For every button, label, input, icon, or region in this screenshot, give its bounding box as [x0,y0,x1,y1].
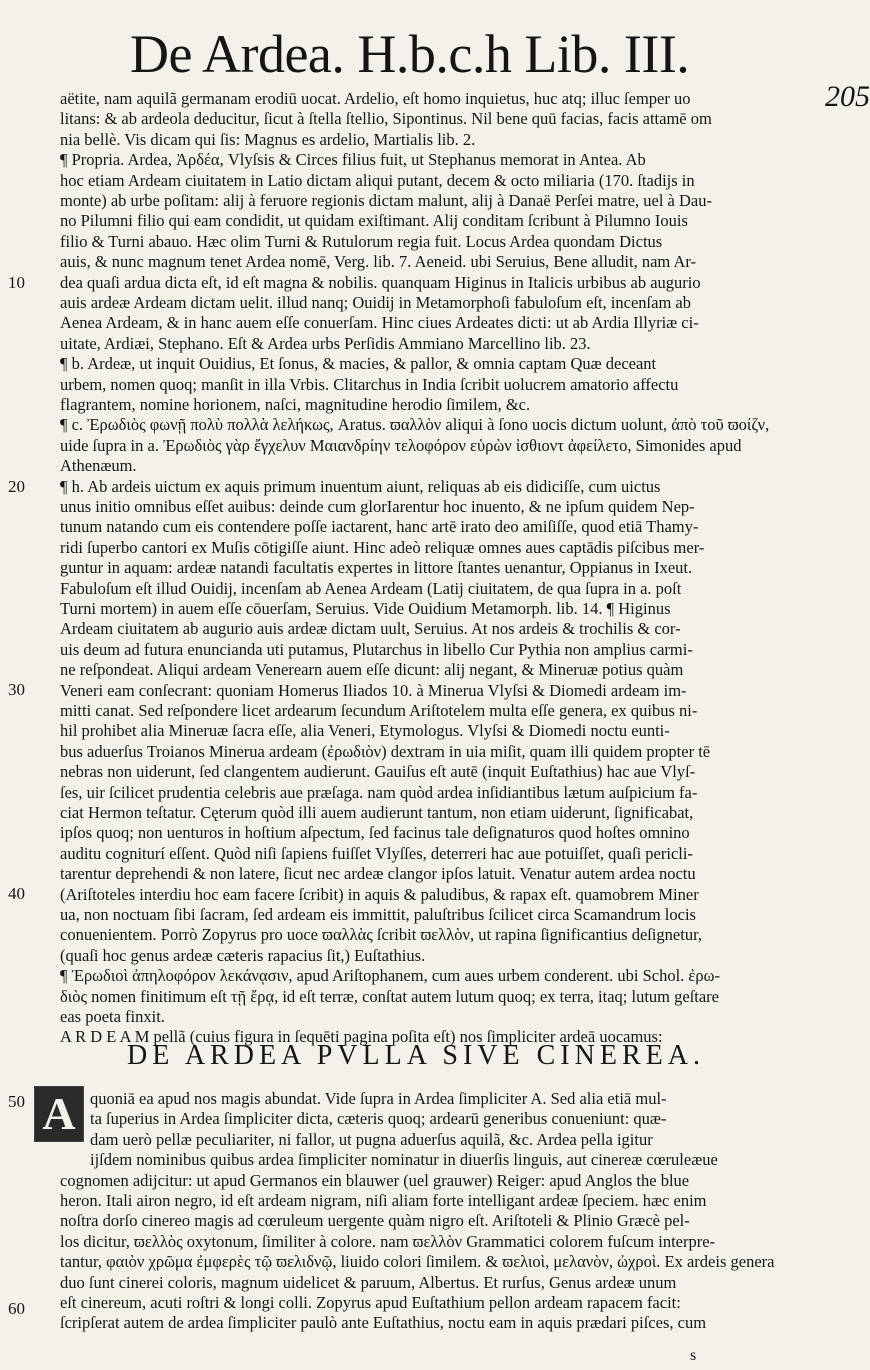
margin-line-number: 10 [8,273,25,292]
margin-line-number: 30 [8,680,25,699]
text-line: eſt cinereum, acuti roſtri & longi colli. Zopyrus apud Euſtathium pellon ardeam rapacem facit: [60,1293,681,1312]
text-line: guntur in aquam: ardeæ natandi facultatis expertes in littore ſtantes uenantur, Oppianus in Ixeut. [60,558,693,578]
running-title: De Ardea. H.b.c.h Lib. III. [130,24,690,84]
text-line: nebras non uiderunt, ſed clangentem audierunt. Gauiſus eſt autē (inquit Euſtathius) hac aue Vlyſ- [60,762,696,782]
margin-line-number: 50 [8,1092,25,1111]
text-line: auis ardeæ Ardeam dictam uelit. illud nanq; Ouidij in Metamorphoſi fabuloſum eſt, incenſam ab [60,293,691,312]
text-line: auditu cogniturí eſſent. Quòd niſi ſapiens fuiſſet Vlyſſes, deterreri hac aue potuiſſet, quaſi pericli- [60,843,693,863]
text-line: Aenea Ardeam, & in hanc auem eſſe conuerſam. Hinc ciues Ardeates dicti: ut ab Ardia Illyriæ ci- [60,313,699,333]
text-line: ſcripſerat autem de ardea ſimpliciter paulò ante Euſtathius, noctu eam in aquis prædari piſces, cum [60,1313,707,1333]
text-line: ne reſpondeat. Aliqui ardeam Venerearn auem eſſe dicunt: alij negant, & Mineruæ potius quàm [60,660,684,680]
text-line: quoniā ea apud nos magis abundat. Vide ſupra in Ardea ſimpliciter A. Sed alia etiā mul- [90,1089,667,1108]
text-line: ijſdem nominibus quibus ardea ſimpliciter nominatur in diuerſis linguis, aut cinereæ cœruleæue [90,1150,718,1170]
text-line: (quaſi hoc genus ardeæ cæteris rapacius ſit,) Euſtathius. [60,945,426,965]
text-line: Ardeam ciuitatem ab augurio auis ardeæ dictam uult, Seruius. At nos ardeis & trochilis & cor- [60,619,681,639]
section-heading: DE ARDEA PVLLA SIVE CINEREA. [127,1040,705,1071]
text-line: bus aduerſus Troianos Minerua ardeam (ἐρωδιὸν) dextram in uia miſit, quam illi quidem propter tē [60,741,711,761]
text-line: unus initio omnibus eſſet auibus: deinde cum glorIarentur hoc inuento, & ne ipſum quidem Nep- [60,497,695,516]
text-line: duo ſunt cinerei coloris, magnum uidelicet & paruum, Albertus. Et rurſus, Genus ardeæ unum [60,1272,677,1292]
text-line: A R D E A M pellã (cuius figura in ſequēti pagina poſita eſt) nos ſimpliciter ardeā uocamus: [60,1027,663,1047]
text-line: ta ſuperius in Ardea ſimpliciter dicta, cæteris quoq; ardearū generibus conueniunt: quæ- [90,1109,667,1129]
text-line: διὸς nomen finitimum eſt τῇ ἔρᾳ, id eſt terræ, conſtat autem lutum quoq; ex terra, itaq; lutum geſtare [60,986,720,1006]
text-line: Turni mortem) in auem eſſe cōuerſam, Seruius. Vide Ouidium Metamorph. lib. 14. ¶ Higinus [60,599,671,618]
text-line: ¶ b. Ardeæ, ut inquit Ouidius, Et ſonus, & macies, & pallor, & omnia captam Quæ deceant [60,354,657,374]
text-line: conuenientem. Porrò Zopyrus pro uoce ϖαλλὰς ſcribit ϖελλὸν, ut rapina ſignificantius deſignetur, [60,925,703,945]
text-line: Athenæum. [60,456,137,476]
text-line: tantur, φαιὸν χρῶμα ἐμφερὲς τῷ ϖελιδνῷ, liuido colori ſimilem. & ϖελιοὶ, μελανὸν, ὠχροὶ. Ex ardeis genera [60,1252,775,1272]
signature-mark: s [690,1347,697,1364]
text-line: filio & Turni abauo. Hæc olim Turni & Rutulorum regia fuit. Locus Ardea quondam Dictus [60,231,663,251]
page-number: 205 [825,80,870,113]
text-line: no Pilumni filio qui eam condidit, ut quidam exiſtimant. Alij conditam ſcribunt à Pilumno Iouis [60,211,688,231]
text-line: uide ſupra in a. Ἐρωδιὸς γὰρ ἔγχελυν Μαιανδρίην τελοφόρον εὑρὼν ἰσθιοντ ἀφείλετο, Simonides apud [60,435,742,455]
text-line: uitate, Ardiæi, Stephano. Eſt & Ardea urbs Perſidis Ammiano Marcellino lib. 23. [60,333,591,353]
text-line: ridi ſuperbo cantori ex Muſis cōtigiſſe aiunt. Hinc adeò reliquæ omnes aues captādis piſcibus mer- [60,537,705,557]
decorated-initial-letter: A [42,1088,76,1139]
text-line: auis, & nunc magnum tenet Ardea nomē, Verg. lib. 7. Aeneid. ubi Seruius, Bene alludit, nam Ar- [60,252,697,272]
text-line: ¶ Ἐρωδιοὶ ἀπηλοφόρον λεκάνᾳσιν, apud Ariſtophanem, cum aues urbem conderent. ubi Schol. ἐρω- [60,966,720,986]
text-line: aëtite, nam aquilã germanam erodiū uocat. Ardelio, eſt homo inquietus, huc atq; illuc ſemper uo [60,89,691,108]
text-line: mitti canat. Sed reſpondere licet ardearum ſecundum Ariſtotelem multa eſſe genera, ex quibus ni- [60,701,698,720]
text-line: ſes, uir ſcilicet prudentia celebris aue præſaga. nam quòd ardea inſidiantibus lætum auſpicium fa- [60,782,698,802]
text-line: litans: & ab ardeola deducitur, ſicut à ſtella ſtellio, Sipontinus. Nil bene quū facias, facis attamē om [60,109,712,129]
text-line: nia bellè. Vis dicam qui ſis: Magnus es ardelio, Martialis lib. 2. [60,129,476,149]
decorated-initial [34,1086,84,1142]
text-line: dea quaſi ardua dicta eſt, id eſt magna & nobilis. quanquam Higinus in Italicis urbibus ab augurio [60,272,701,292]
text-line: cognomen adijcitur: ut apud Germanos ein blauwer (uel grauwer) Reiger: apud Anglos the blue [60,1170,690,1190]
text-line: (Ariſtoteles interdiu hoc eam facere ſcribit) in aquis & paludibus, & rapax eſt. quamobrem Miner [60,884,699,904]
text-line: ¶ h. Ab ardeis uictum ex aquis primum inuentum aiunt, reliquas ab eis didiciſſe, cum uictus [60,476,661,496]
text-line: eas poeta finxit. [60,1007,165,1026]
text-line: ¶ c. Ἐρωδιὸς φωνῇ πολὺ πολλὰ λελήκως, Aratus. ϖαλλὸν aliqui à ſono uocis dictum uolunt, ἀπὸ τοῦ ϖοίζν, [60,415,770,435]
text-line: ciat Hermon teſtatur. Cęterum quòd illi auem audierunt tantum, non etiam uiderunt, ſignificabat, [60,803,694,822]
text-line: hil prohibet alia Mineruæ ſacra eſſe, alia Veneri, Etymologus. Vlyſsi & Diomedi noctu eunti- [60,721,670,741]
text-line: ¶ Propria. Ardea, Ἀρδέα, Vlyſsis & Circes filius fuit, ut Stephanus memorat in Antea. Ab [60,150,646,170]
margin-line-number: 20 [8,477,25,496]
text-line: dam uerò pellæ peculiariter, ni fallor, ut pugna aduerſus aquilã, &c. Ardea pella igitur [90,1129,653,1149]
margin-line-number: 40 [8,884,25,903]
margin-line-number: 60 [8,1299,25,1318]
text-line: noſtra dorſo cinereo magis ad cœruleum uergente quàm nigro eſt. Ariſtoteli & Plinio Græcè pel- [60,1211,690,1231]
text-line: Fabuloſum eſt illud Ouidij, incenſam ab Aenea Ardeam (Latij ciuitatem, de qua ſupra in a. poſt [60,578,682,598]
text-line: tunum natando cum eis contendere poſſe iactarent, hanc artē irato deo amiſiſſe, quod etiā Thamy- [60,517,699,537]
text-line: monte) ab urbe poſitam: alij à feruore regionis dictam malunt, alij à Danaë Perſei matre, uel à Dau- [60,191,712,210]
text-line: heron. Itali airon negro, id eſt ardeam nigram, niſi aliam forte intelligant ardeæ ſpeciem. hæc enim [60,1191,707,1210]
text-line: flagrantem, nomine horionem, naſci, magnitudine herodio ſimilem, &c. [60,395,531,414]
text-line: urbem, nomen quoq; manſit in illa Vrbis. Clitarchus in India ſcribit uolucrem amatorio affectu [60,374,679,394]
text-line: ipſos quoq; non uenturos in hoſtium aſpectum, ſed facinus tale deſignaturos quod hoſtes omnino [60,823,690,843]
text-line: ua, non noctuam ſibi ſacram, ſed ardeam eis immittit, paluſtribus ſcilicet circa Scamandrum locis [60,905,696,924]
text-line: uis deum ad futura enuncianda uti putamus, Plutarchus in libello Cur Pythia non amplius carmi- [60,639,693,659]
text-line: Veneri eam conſecrant: quoniam Homerus Iliados 10. à Minerua Vlyſsi & Diomedi ardeam im- [60,680,687,700]
text-line: hoc etiam Ardeam ciuitatem in Latio dictam aliqui putant, decem & octo miliaria (170. ſtadijs in [60,170,695,190]
text-line: los dicitur, ϖελλὸς oxytonum, ſimiliter à colore. nam ϖελλὸν Grammatici colorem fuſcum interpre- [60,1231,716,1251]
text-line: tarentur deprehendi & non latere, ſicut nec ardeæ clangor ipſos latuit. Venatur autem ardea noctu [60,864,696,884]
